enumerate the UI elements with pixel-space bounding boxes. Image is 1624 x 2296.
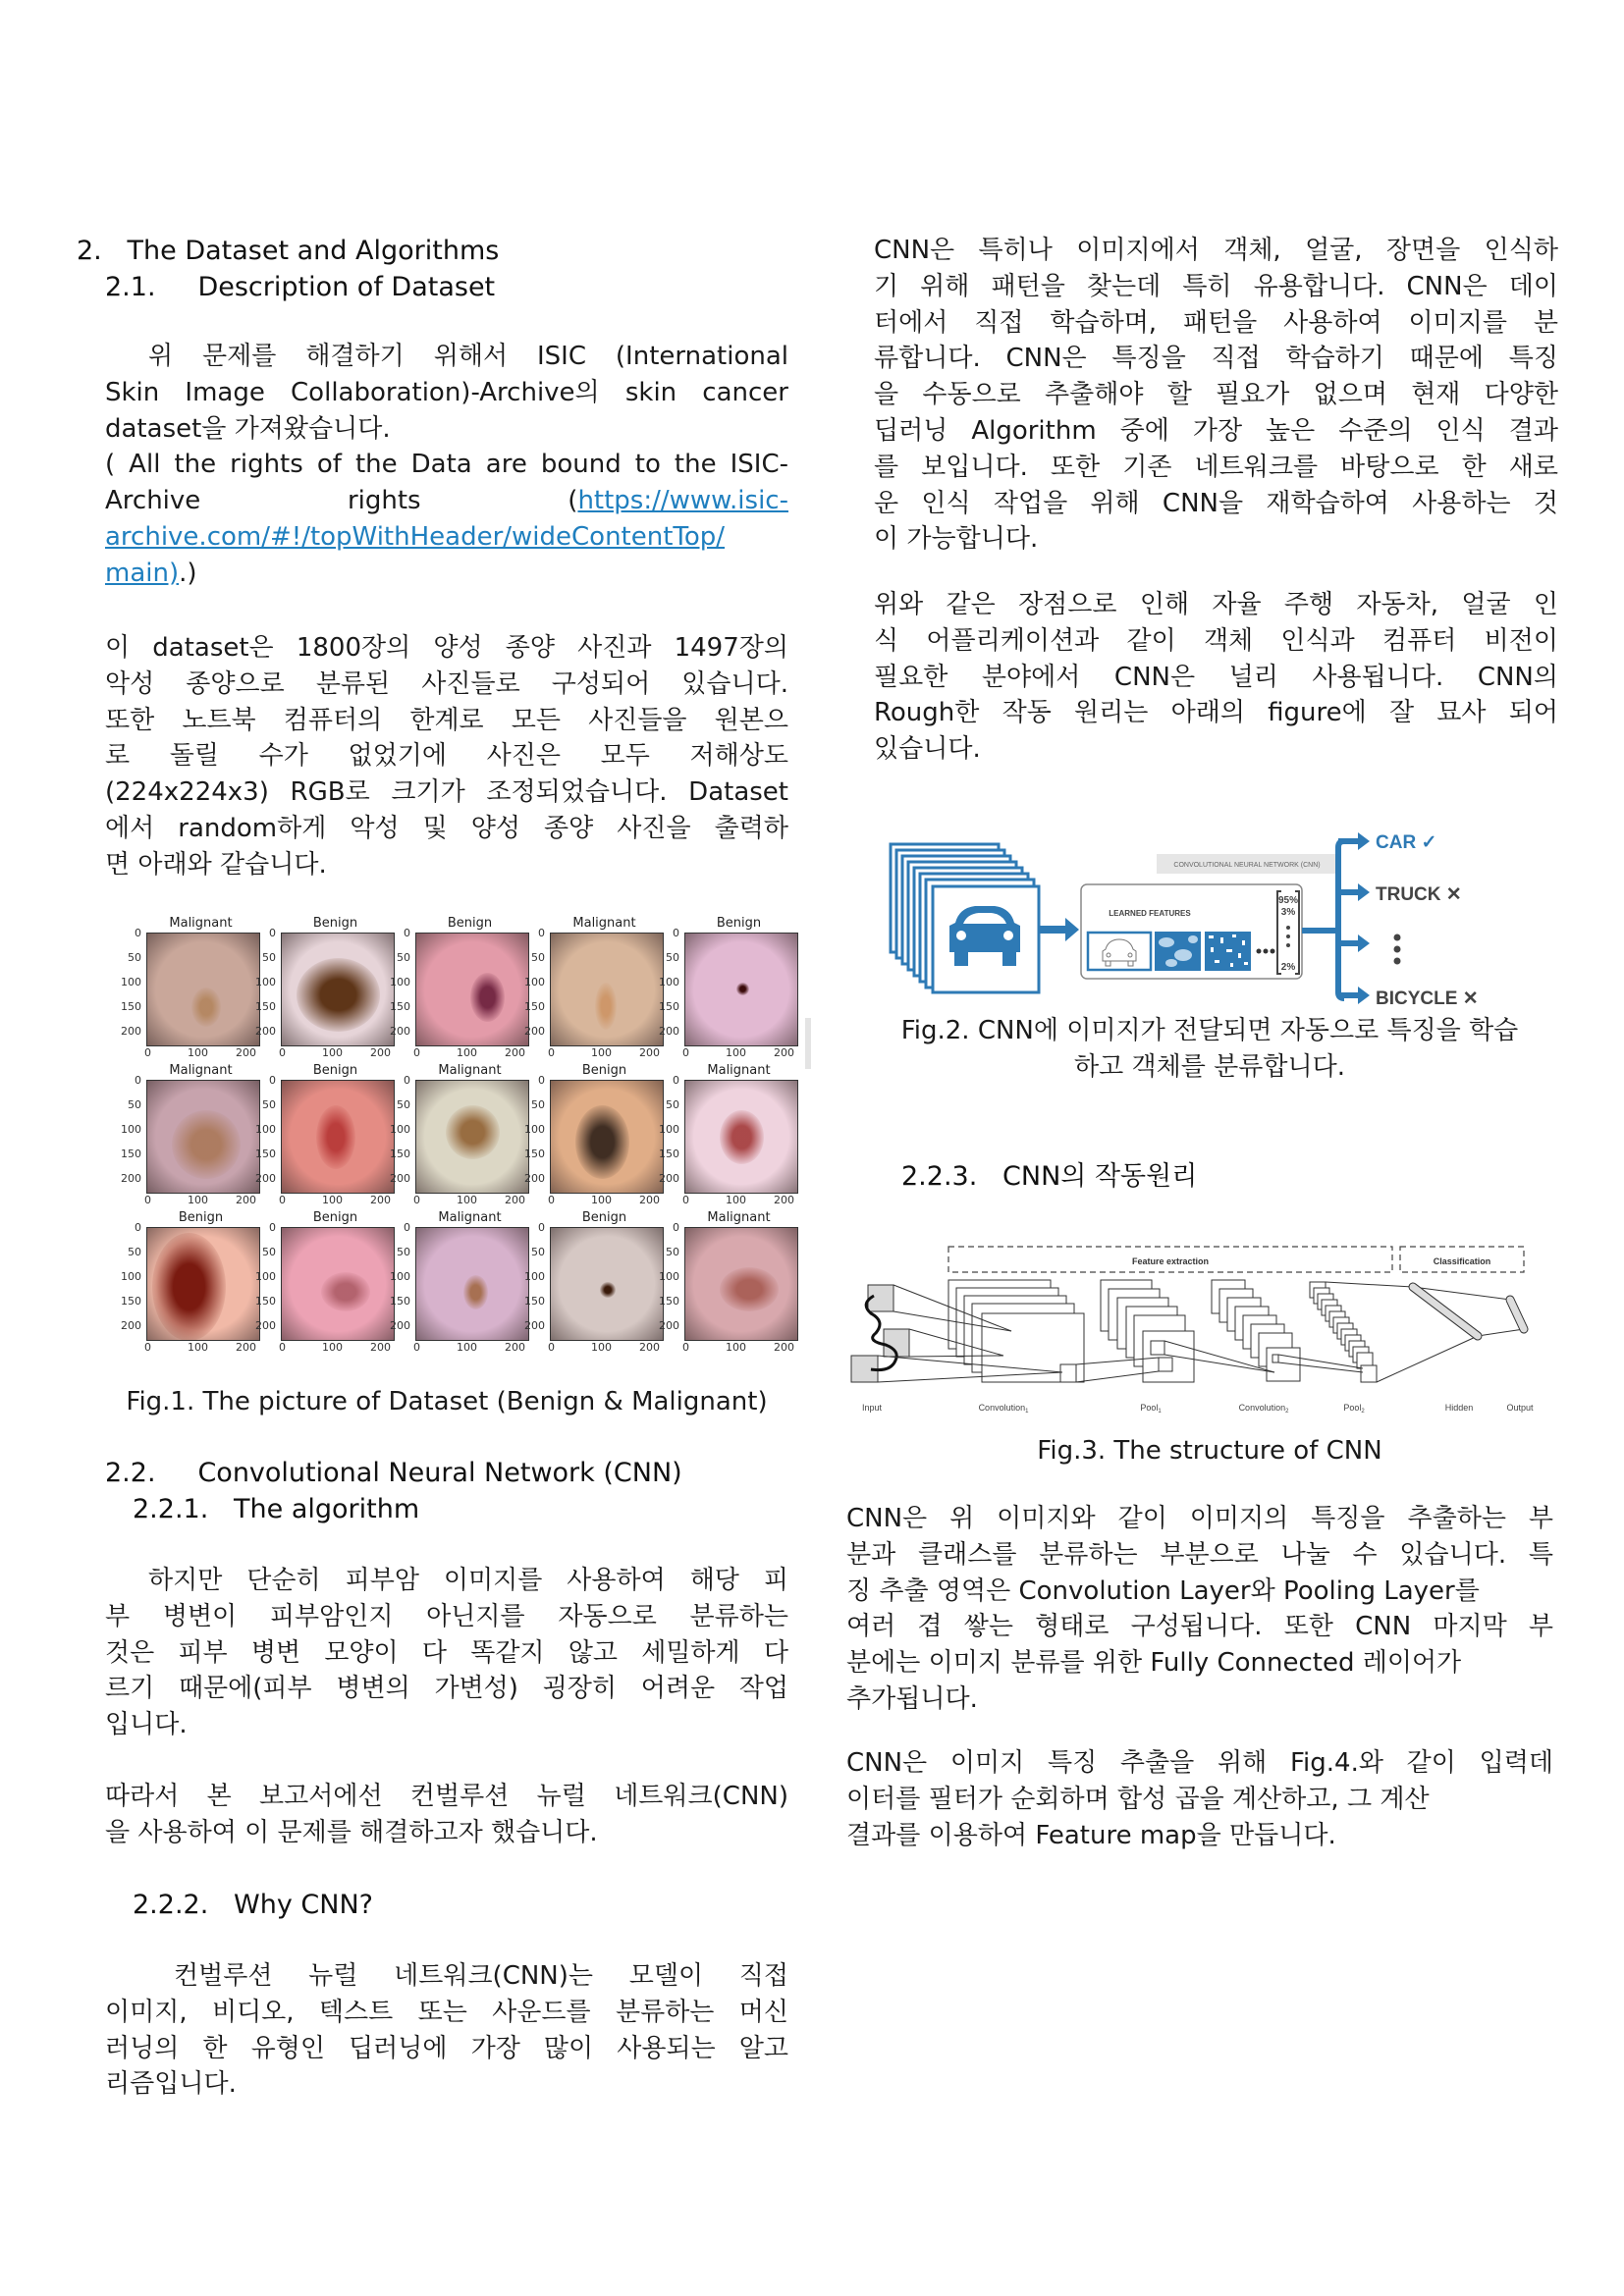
- algorithm-paragraph-2: [105, 1779, 788, 1851]
- section-heading-2-1: [105, 269, 495, 305]
- y-tick: 150: [390, 1295, 410, 1308]
- y-tick: 100: [121, 976, 141, 988]
- text-line: 여러 겹 쌓는 형태로 구성됩니다. 또한 CNN 마지막 부: [846, 1612, 1553, 1642]
- text-line: 을 사용하여 이 문제를 해결하고자 했습니다.: [105, 1817, 598, 1847]
- why-cnn-paragraph: [105, 1958, 788, 2103]
- y-tick: 50: [531, 1246, 545, 1258]
- y-tick: 100: [390, 976, 410, 988]
- text-line: 이터를 필터가 순회하며 합성 곱을 계산하고, 그 계산: [846, 1784, 1430, 1814]
- x-tick: 0: [144, 1046, 151, 1059]
- x-tick: 100: [188, 1194, 208, 1206]
- y-tick: 100: [255, 1270, 276, 1283]
- y-tick: 0: [404, 927, 410, 939]
- prob-car: 95%: [1277, 895, 1299, 906]
- isic-archive-link-end[interactable]: main): [105, 558, 180, 588]
- heading-title: The Dataset and Algorithms: [127, 236, 500, 266]
- caption-line: Fig.2. CNN에 이미지가 전달되면 자동으로 특징을 학습: [900, 1016, 1519, 1045]
- y-tick: 150: [524, 1148, 545, 1160]
- sample-label: Malignant: [438, 1063, 502, 1078]
- section-heading-2: [77, 233, 499, 269]
- x-tick: 200: [505, 1046, 525, 1059]
- heading-title: The algorithm: [234, 1494, 420, 1524]
- y-tick: 50: [666, 1246, 679, 1258]
- text-line: 위와 같은 장점으로 인해 자율 주행 자동차, 얼굴 인: [874, 590, 1558, 619]
- text-line: 것은 피부 병변 모양이 다 똑같지 않고 세밀하게 다: [105, 1637, 788, 1668]
- lesion-image: [146, 1227, 260, 1341]
- lesion-image: [415, 1080, 529, 1194]
- x-tick: 200: [370, 1194, 391, 1206]
- text-line: Skin Image Collaboration)-Archive의 skin cancer: [105, 377, 788, 407]
- y-tick: 200: [121, 1319, 141, 1332]
- text-line: 기 위해 패턴을 찾는데 특히 유용합니다. CNN은 데이: [874, 271, 1558, 301]
- y-tick: 150: [659, 1295, 679, 1308]
- section-heading-2-2: [105, 1455, 682, 1491]
- dataset-sample: [385, 1063, 525, 1216]
- text-line: dataset을 가져왔습니다.: [105, 413, 391, 444]
- text-line: 이 가능합니다.: [874, 524, 1039, 555]
- y-tick: 0: [135, 927, 141, 939]
- heading-title: Why CNN?: [234, 1890, 373, 1920]
- y-tick: 50: [128, 1246, 141, 1258]
- x-tick: 100: [726, 1046, 746, 1059]
- x-tick: 100: [457, 1341, 477, 1354]
- y-tick: 0: [404, 1074, 410, 1087]
- y-tick: 150: [659, 1148, 679, 1160]
- output-bicycle: BICYCLE ✕: [1376, 988, 1479, 1009]
- x-tick: 200: [774, 1341, 794, 1354]
- text-line: 이 dataset은 1800장의 양성 종양 사진과 1497장의: [105, 633, 788, 663]
- x-tick: 0: [144, 1194, 151, 1206]
- y-tick: 0: [269, 1074, 276, 1087]
- sample-label: Benign: [312, 1063, 358, 1078]
- dataset-sample: [654, 916, 794, 1069]
- y-tick: 200: [255, 1172, 276, 1185]
- feature-extraction-label: Feature extraction: [1131, 1256, 1210, 1266]
- output-car: CAR ✓: [1376, 832, 1437, 853]
- text-line: 부 병변이 피부암인지 아닌지를 자동으로 분류하는: [105, 1601, 788, 1631]
- text-line: 위 문제를 해결하기 위해서 ISIC (International: [148, 342, 788, 371]
- y-tick: 0: [135, 1221, 141, 1234]
- text-line: 러닝의 한 유형인 딥러닝에 가장 많이 사용되는 알고: [105, 2033, 788, 2063]
- y-tick: 50: [666, 951, 679, 964]
- lesion-image: [415, 933, 529, 1046]
- y-tick: 100: [255, 1123, 276, 1136]
- isic-archive-link[interactable]: https://www.isic-: [577, 486, 788, 516]
- y-tick: 200: [524, 1025, 545, 1038]
- text-line: 분에는 이미지 분류를 위한 Fully Connected 레이어가: [846, 1648, 1462, 1679]
- cross-icon: ✕: [1445, 884, 1462, 905]
- text-line: 하지만 단순히 피부암 이미지를 사용하여 해당 피: [148, 1566, 788, 1595]
- classification-label: Classification: [1433, 1256, 1491, 1266]
- sample-label: Benign: [447, 916, 493, 931]
- x-tick: 200: [505, 1341, 525, 1354]
- sample-label: Malignant: [707, 1063, 771, 1078]
- y-tick: 150: [121, 1000, 141, 1013]
- text-line: 있습니다.: [874, 734, 981, 765]
- y-tick: 100: [659, 976, 679, 988]
- check-icon: ✓: [1421, 832, 1437, 853]
- more-outputs-icon: [1394, 934, 1401, 965]
- cnn-intro-paragraph: [874, 233, 1558, 558]
- heading-title: Description of Dataset: [197, 272, 496, 302]
- text-line: 이미지, 비디오, 텍스트 또는 사운드를 분류하는 머신: [105, 1997, 788, 2027]
- text-line: 면 아래와 같습니다.: [105, 849, 327, 880]
- text-line: 을 수동으로 추출해야 할 필요가 없으며 현재 다양한: [874, 380, 1558, 410]
- y-tick: 50: [531, 951, 545, 964]
- x-tick: 100: [726, 1194, 746, 1206]
- y-tick: 200: [659, 1172, 679, 1185]
- text-word: rights: [347, 486, 421, 516]
- y-tick: 200: [390, 1025, 410, 1038]
- sample-label: Benign: [581, 1063, 627, 1078]
- dataset-sample: [654, 1063, 794, 1216]
- text-line: 추가됩니다.: [846, 1683, 978, 1714]
- x-tick: 200: [774, 1194, 794, 1206]
- y-tick: 0: [538, 1221, 545, 1234]
- text-word: Archive: [105, 486, 201, 516]
- cnn-banner-text: CONVOLUTIONAL NEURAL NETWORK (CNN): [1173, 862, 1321, 869]
- text-line: 악성 종양으로 분류된 사진들로 구성되어 있습니다.: [105, 668, 788, 699]
- sample-label: Benign: [178, 1210, 224, 1225]
- cnn-structure-paragraph: [846, 1501, 1553, 1718]
- y-tick: 150: [524, 1000, 545, 1013]
- section-heading-2-2-3: [901, 1158, 1197, 1195]
- y-tick: 100: [121, 1270, 141, 1283]
- dataset-paragraph-1: [105, 339, 788, 592]
- text-line: 식 어플리케이션과 같이 객체 인식과 컴퓨터 비전이: [874, 625, 1558, 656]
- text-line: CNN은 이미지 특징 추출을 위해 Fig.4.와 같이 입력데: [846, 1748, 1553, 1778]
- x-tick: 100: [188, 1046, 208, 1059]
- x-tick: 0: [682, 1194, 689, 1206]
- rights-line: [105, 483, 788, 519]
- heading-number: 2.2.3.: [901, 1161, 978, 1192]
- y-tick: 150: [659, 1000, 679, 1013]
- text-line: 분과 클래스를 분류하는 부분으로 나눌 수 있습니다. 특: [846, 1539, 1553, 1570]
- y-tick: 100: [121, 1123, 141, 1136]
- y-tick: 100: [524, 976, 545, 988]
- dataset-sample: [385, 1210, 525, 1363]
- text-line: 터에서 직접 학습하며, 패턴을 사용하여 이미지를 분: [874, 307, 1558, 338]
- x-tick: 0: [413, 1194, 420, 1206]
- text-line: 로 돌릴 수가 없었기에 사진은 모두 저해상도: [105, 741, 788, 772]
- y-tick: 150: [255, 1295, 276, 1308]
- y-tick: 200: [659, 1025, 679, 1038]
- cross-icon: ✕: [1462, 988, 1479, 1009]
- heading-number: 2.2.: [105, 1458, 156, 1488]
- dataset-sample-grid: [116, 916, 803, 1370]
- dataset-sample: [250, 1210, 391, 1363]
- sample-label: Malignant: [169, 916, 233, 931]
- y-tick: 150: [524, 1295, 545, 1308]
- dataset-sample: [519, 1210, 660, 1363]
- caption-line: 하고 객체를 분류합니다.: [1074, 1052, 1345, 1082]
- dataset-sample: [116, 1063, 256, 1216]
- y-tick: 50: [262, 1246, 276, 1258]
- y-tick: 200: [121, 1172, 141, 1185]
- label-output: Output: [1506, 1403, 1534, 1413]
- label-input: Input: [861, 1403, 883, 1413]
- x-tick: 0: [548, 1046, 555, 1059]
- fig2-caption: [846, 1013, 1573, 1086]
- isic-archive-link-cont[interactable]: archive.com/#!/topWithHeader/wideContentTop/: [105, 521, 726, 552]
- label-pool1: Pool$_1$: [1140, 1403, 1162, 1415]
- x-tick: 200: [236, 1046, 256, 1059]
- y-tick: 200: [659, 1319, 679, 1332]
- x-tick: 100: [188, 1341, 208, 1354]
- text-line: (224x224x3) RGB로 크기가 조정되었습니다. Dataset: [105, 777, 788, 808]
- lesion-image: [146, 1080, 260, 1194]
- x-tick: 0: [279, 1046, 286, 1059]
- y-tick: 0: [538, 1074, 545, 1087]
- y-tick: 200: [255, 1025, 276, 1038]
- text-line: 징 추출 영역은 Convolution Layer와 Pooling Layer를: [846, 1575, 1480, 1606]
- text-line: 를 보입니다. 또한 기존 네트워크를 바탕으로 한 새로: [874, 452, 1558, 482]
- dataset-sample: [385, 916, 525, 1069]
- x-tick: 0: [413, 1341, 420, 1354]
- y-tick: 100: [659, 1270, 679, 1283]
- sample-label: Malignant: [707, 1210, 771, 1225]
- prob-truck: 3%: [1280, 907, 1296, 918]
- lesion-image: [684, 933, 798, 1046]
- section-heading-2-2-2: [133, 1887, 373, 1923]
- y-tick: 150: [255, 1148, 276, 1160]
- y-tick: 200: [524, 1319, 545, 1332]
- text-line: 따라서 본 보고서에선 컨벌루션 뉴럴 네트워크(CNN): [105, 1782, 788, 1811]
- y-tick: 50: [666, 1098, 679, 1111]
- section-heading-2-2-1: [133, 1491, 419, 1527]
- heading-number: 2.1.: [105, 272, 156, 302]
- heading-title: CNN의 작동원리: [1002, 1161, 1198, 1192]
- link-wrapper: [568, 483, 788, 519]
- dataset-sample: [250, 1063, 391, 1216]
- dataset-sample: [116, 1210, 256, 1363]
- cnn-pipeline-illustration: [877, 829, 1574, 1011]
- text-line: 입니다.: [105, 1710, 188, 1740]
- y-tick: 50: [531, 1098, 545, 1111]
- x-tick: 0: [548, 1194, 555, 1206]
- lesion-image: [415, 1227, 529, 1341]
- sample-label: Benign: [312, 916, 358, 931]
- y-tick: 100: [390, 1270, 410, 1283]
- y-tick: 100: [255, 976, 276, 988]
- paren: (: [568, 486, 578, 516]
- text-line: 필요한 분야에서 CNN은 널리 사용됩니다. CNN의: [874, 662, 1558, 692]
- x-tick: 100: [591, 1341, 612, 1354]
- lesion-image: [684, 1080, 798, 1194]
- lesion-image: [550, 933, 664, 1046]
- y-tick: 150: [390, 1000, 410, 1013]
- y-tick: 50: [262, 951, 276, 964]
- lesion-image: [281, 933, 395, 1046]
- x-tick: 0: [279, 1341, 286, 1354]
- y-tick: 0: [538, 927, 545, 939]
- y-tick: 200: [390, 1319, 410, 1332]
- y-tick: 50: [128, 951, 141, 964]
- x-tick: 100: [726, 1341, 746, 1354]
- x-tick: 100: [322, 1046, 343, 1059]
- heading-title: Convolutional Neural Network (CNN): [197, 1458, 682, 1488]
- sample-label: Benign: [716, 916, 762, 931]
- lesion-image: [146, 933, 260, 1046]
- algorithm-paragraph-1: [105, 1563, 788, 1743]
- text-line: CNN은 위 이미지와 같이 이미지의 특징을 추출하는 부: [846, 1504, 1553, 1533]
- y-tick: 0: [673, 1074, 679, 1087]
- sample-label: Malignant: [438, 1210, 502, 1225]
- text-line: 운 인식 작업을 위해 CNN을 재학습하여 사용하는 것: [874, 488, 1558, 518]
- prob-bicycle: 2%: [1280, 962, 1296, 973]
- y-tick: 200: [121, 1025, 141, 1038]
- text-line: CNN은 특히나 이미지에서 객체, 얼굴, 장면을 인식하: [874, 236, 1558, 265]
- y-tick: 50: [262, 1098, 276, 1111]
- label-conv1: Convolution$_1$: [978, 1403, 1029, 1415]
- y-tick: 100: [659, 1123, 679, 1136]
- y-tick: 50: [397, 1098, 410, 1111]
- lesion-image: [550, 1227, 664, 1341]
- x-tick: 100: [457, 1194, 477, 1206]
- text: .): [179, 558, 197, 588]
- cnn-applications-paragraph: [874, 587, 1558, 768]
- y-tick: 150: [390, 1148, 410, 1160]
- x-tick: 200: [236, 1194, 256, 1206]
- label-hidden: Hidden: [1444, 1403, 1474, 1413]
- lesion-image: [281, 1227, 395, 1341]
- text-line: 류합니다. CNN은 특징을 직접 학습하기 때문에 특징: [874, 344, 1558, 374]
- text-line: 딥러닝 Algorithm 중에 가장 높은 수준의 인식 결과: [874, 415, 1558, 446]
- x-tick: 200: [505, 1194, 525, 1206]
- lesion-image: [550, 1080, 664, 1194]
- heading-number: 2.2.1.: [133, 1494, 209, 1524]
- x-tick: 100: [591, 1046, 612, 1059]
- dataset-sample: [116, 916, 256, 1069]
- y-tick: 0: [404, 1221, 410, 1234]
- sample-label: Malignant: [169, 1063, 233, 1078]
- dataset-sample: [519, 916, 660, 1069]
- heading-number: 2.: [77, 236, 102, 266]
- fig3-caption: Fig.3. The structure of CNN: [1037, 1436, 1382, 1466]
- fig1-caption: Fig.1. The picture of Dataset (Benign & Malignant): [126, 1387, 768, 1416]
- x-tick: 0: [682, 1046, 689, 1059]
- text-line: 르기 때문에(피부 병변의 가변성) 굉장히 어려운 작업: [105, 1674, 788, 1704]
- y-tick: 150: [121, 1295, 141, 1308]
- sample-label: Benign: [312, 1210, 358, 1225]
- y-tick: 0: [135, 1074, 141, 1087]
- text-line: 컨벌루션 뉴럴 네트워크(CNN)는 모델이 직접: [174, 1961, 788, 1991]
- dataset-sample: [519, 1063, 660, 1216]
- rights-note: ( All the rights of the Data are bound to the ISIC-: [105, 450, 788, 480]
- text-line: 에서 random하게 악성 및 양성 종양 사진을 출력하: [105, 813, 788, 843]
- y-tick: 150: [121, 1148, 141, 1160]
- x-tick: 200: [370, 1046, 391, 1059]
- learned-features-label: LEARNED FEATURES: [1109, 909, 1191, 918]
- fig3-cnn-structure-diagram: [846, 1235, 1553, 1421]
- y-tick: 100: [390, 1123, 410, 1136]
- y-tick: 200: [390, 1172, 410, 1185]
- x-tick: 200: [639, 1046, 660, 1059]
- y-tick: 50: [128, 1098, 141, 1111]
- feature-map-paragraph: [846, 1745, 1553, 1853]
- y-tick: 0: [269, 1221, 276, 1234]
- cnn-structure-illustration: [846, 1235, 1553, 1421]
- y-tick: 0: [269, 927, 276, 939]
- y-tick: 50: [397, 1246, 410, 1258]
- lesion-image: [281, 1080, 395, 1194]
- x-tick: 100: [322, 1194, 343, 1206]
- y-tick: 0: [673, 927, 679, 939]
- x-tick: 200: [370, 1341, 391, 1354]
- y-tick: 200: [524, 1172, 545, 1185]
- y-tick: 50: [397, 951, 410, 964]
- x-tick: 0: [413, 1046, 420, 1059]
- dataset-paragraph-2: [105, 630, 788, 883]
- dataset-sample: [250, 916, 391, 1069]
- scroll-indicator: [805, 1018, 811, 1069]
- dataset-sample: [654, 1210, 794, 1363]
- x-tick: 0: [279, 1194, 286, 1206]
- x-tick: 200: [639, 1341, 660, 1354]
- text-line: 결과를 이용하여 Feature map을 만듭니다.: [846, 1820, 1336, 1850]
- y-tick: 150: [255, 1000, 276, 1013]
- x-tick: 200: [236, 1341, 256, 1354]
- x-tick: 100: [322, 1341, 343, 1354]
- output-truck: TRUCK ✕: [1376, 884, 1462, 905]
- lesion-image: [684, 1227, 798, 1341]
- x-tick: 200: [639, 1194, 660, 1206]
- x-tick: 0: [144, 1341, 151, 1354]
- label-conv2: Convolution$_2$: [1238, 1403, 1289, 1415]
- x-tick: 100: [457, 1046, 477, 1059]
- x-tick: 0: [682, 1341, 689, 1354]
- sample-label: Benign: [581, 1210, 627, 1225]
- y-tick: 0: [673, 1221, 679, 1234]
- y-tick: 100: [524, 1123, 545, 1136]
- x-tick: 0: [548, 1341, 555, 1354]
- sample-label: Malignant: [572, 916, 636, 931]
- fig2-cnn-classification-diagram: [877, 829, 1574, 1011]
- text-line: 리즘입니다.: [105, 2069, 237, 2100]
- x-tick: 200: [774, 1046, 794, 1059]
- heading-number: 2.2.2.: [133, 1890, 209, 1920]
- y-tick: 100: [524, 1270, 545, 1283]
- text-line: Rough한 작동 원리는 아래의 figure에 잘 묘사 되어: [874, 698, 1558, 728]
- y-tick: 200: [255, 1319, 276, 1332]
- text-line: 또한 노트북 컴퓨터의 한계로 모든 사진들을 원본으: [105, 705, 788, 735]
- x-tick: 100: [591, 1194, 612, 1206]
- label-pool2: Pool$_2$: [1343, 1403, 1365, 1415]
